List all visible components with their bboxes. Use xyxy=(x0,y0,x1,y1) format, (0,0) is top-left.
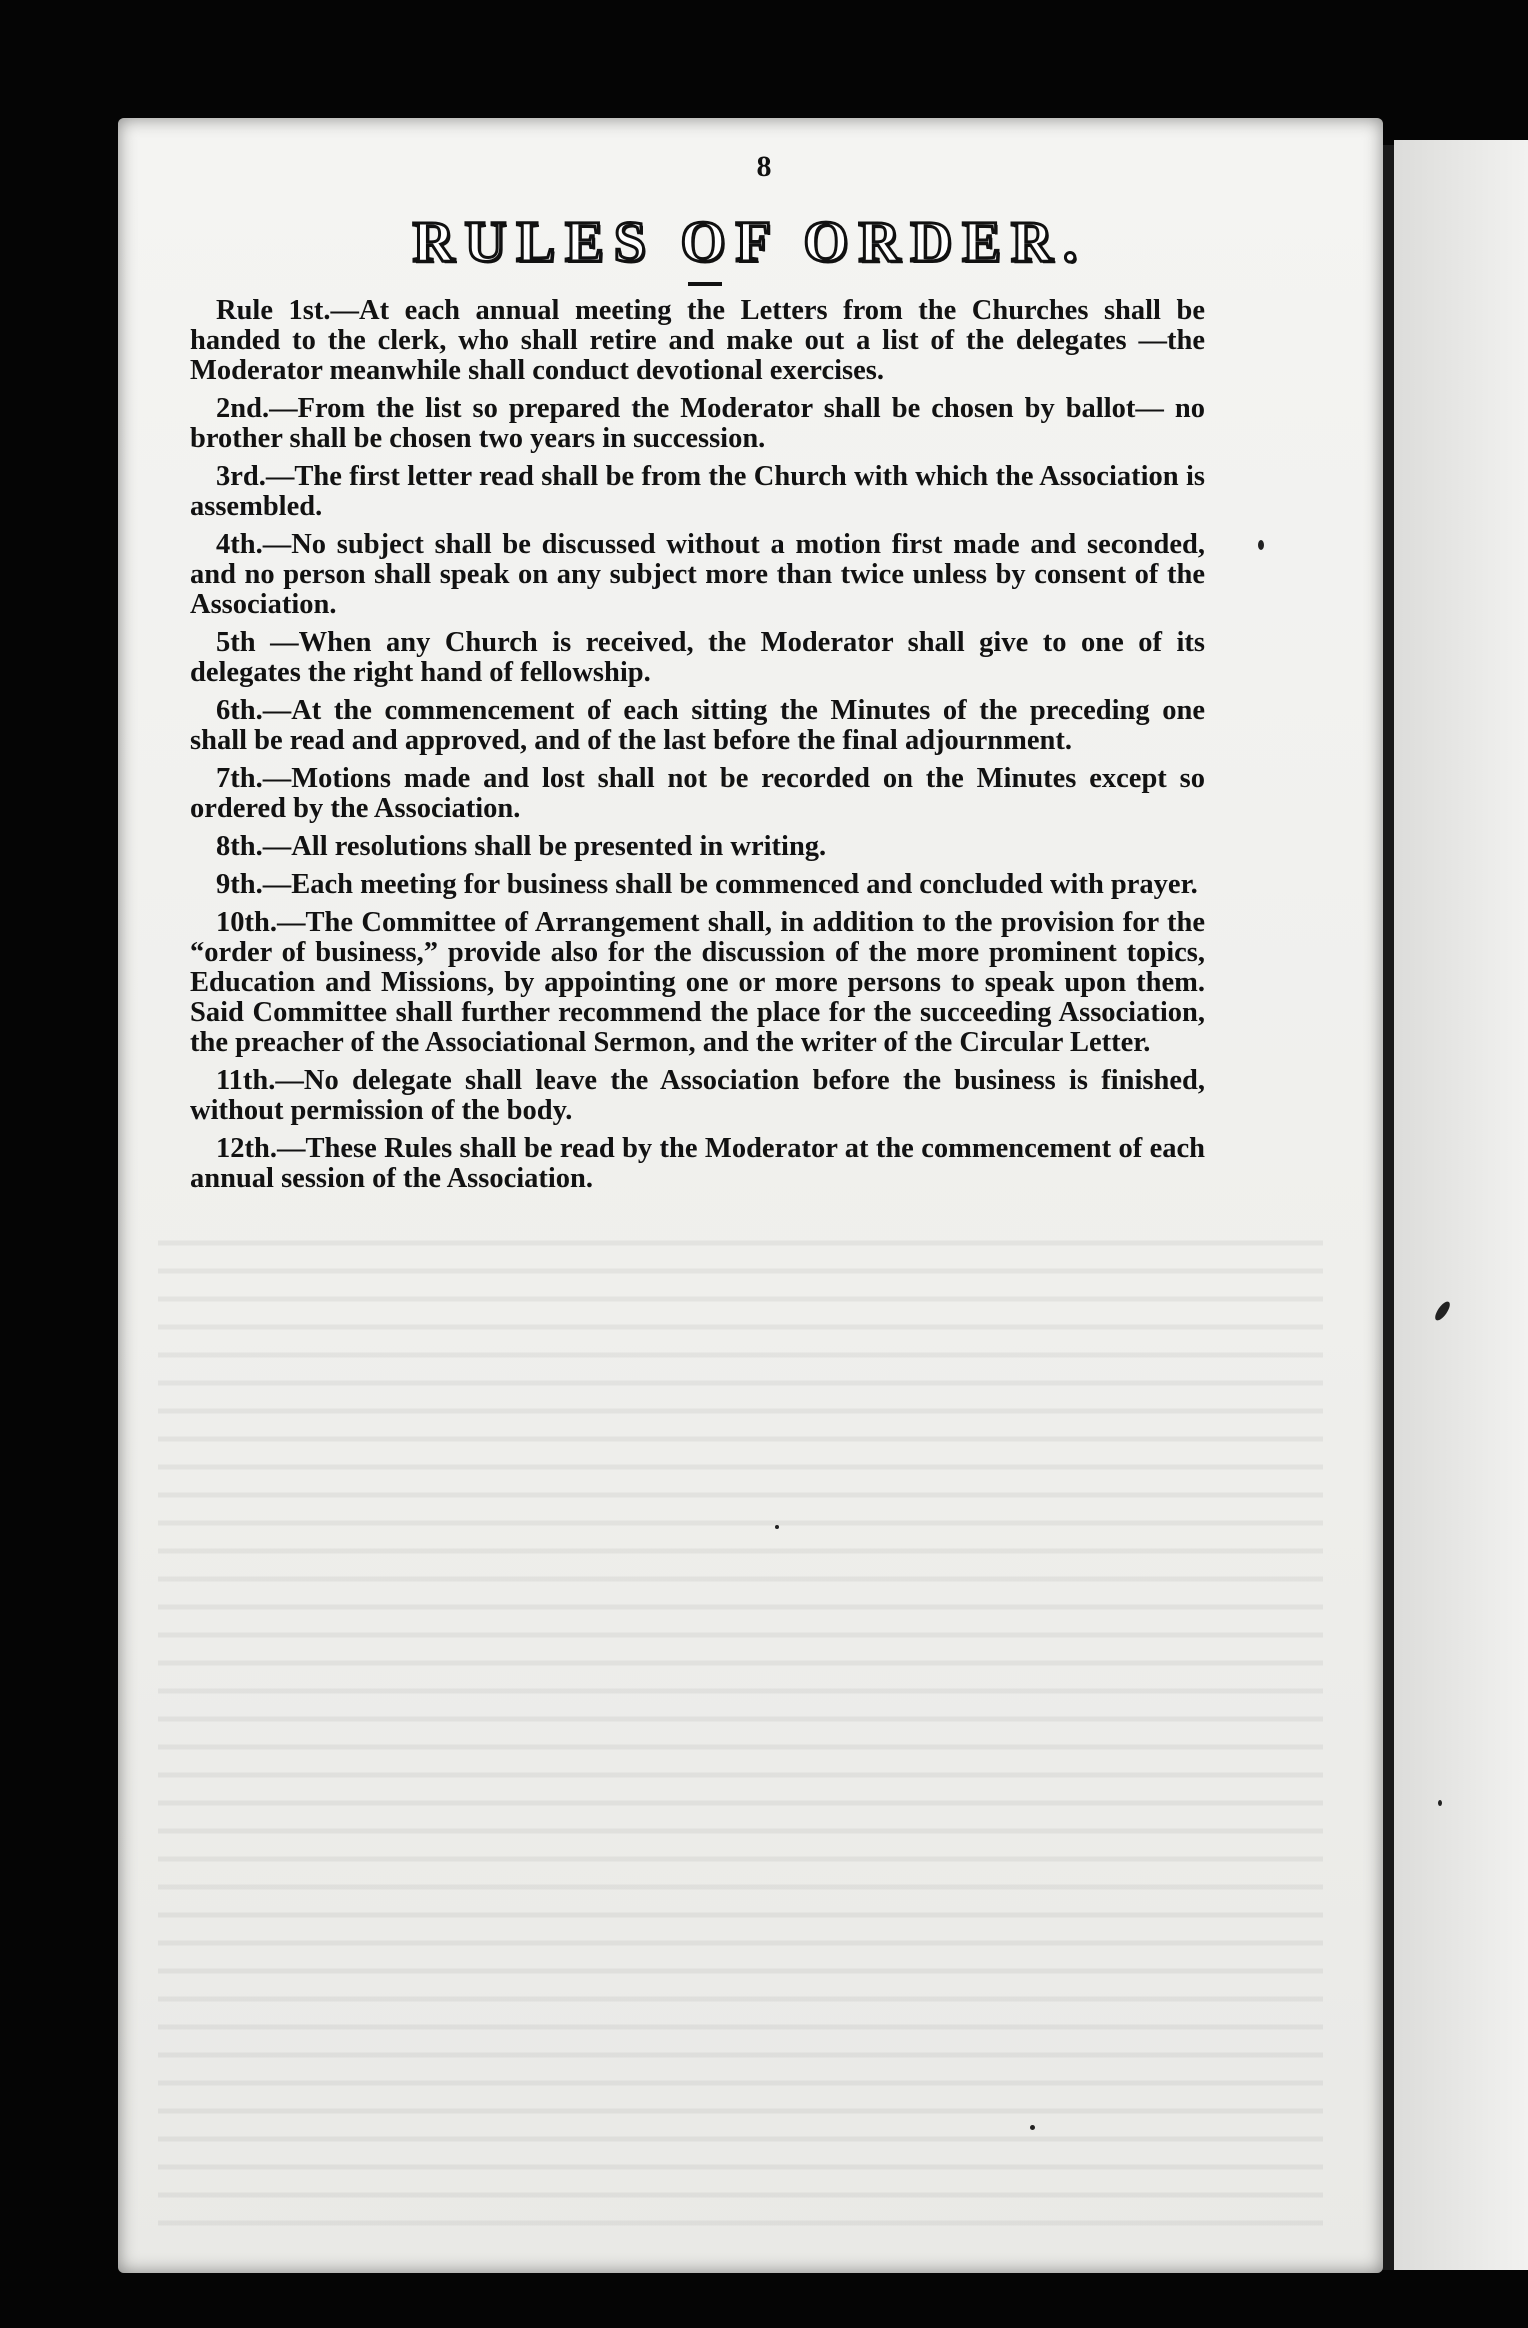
rules-list xyxy=(190,296,1205,1202)
rule-label: 12th. xyxy=(216,1133,277,1164)
facing-page-edge xyxy=(1394,140,1528,2270)
rule-label: 7th. xyxy=(216,763,263,794)
rule-text: —When any Church is received, the Moderator shall give to one of its delegates the right hand of fellowship. xyxy=(190,627,1205,688)
page-title: RULES OF ORDER. xyxy=(412,209,1088,274)
rule-label: 6th. xyxy=(216,695,263,726)
rule-text: —The first letter read shall be from the Church with which the Association is assembled. xyxy=(190,461,1205,522)
rule-4 xyxy=(190,530,1205,620)
speck xyxy=(1438,1800,1442,1806)
rule-text: —At the commencement of each sitting the Minutes of the preceding one shall be read and approved, and of the last before the final adjournment. xyxy=(190,695,1205,756)
rule-label: 5th xyxy=(216,627,256,658)
rule-3 xyxy=(190,462,1205,522)
rule-8 xyxy=(190,832,1205,862)
rule-label: 9th. xyxy=(216,869,263,900)
speck xyxy=(775,1525,779,1529)
rule-label: 2nd. xyxy=(216,393,270,424)
rule-text: —From the list so prepared the Moderator shall be chosen by ballot— no brother shall be chosen two years in succession. xyxy=(190,393,1205,454)
rule-label: 8th. xyxy=(216,831,263,862)
page-number: 8 xyxy=(756,150,772,183)
rule-12 xyxy=(190,1134,1205,1194)
rule-label: 4th. xyxy=(216,529,263,560)
rule-label: Rule 1st. xyxy=(216,295,331,326)
rule-10 xyxy=(190,908,1205,1058)
rule-5 xyxy=(190,628,1205,688)
rule-label: 10th. xyxy=(216,907,277,938)
rule-text: —All resolutions shall be presented in writing. xyxy=(262,831,827,862)
rule-2 xyxy=(190,394,1205,454)
rule-label: 3rd. xyxy=(216,461,266,492)
rule-1 xyxy=(190,296,1205,386)
title-underline xyxy=(688,282,722,286)
rule-7 xyxy=(190,764,1205,824)
rule-label: 11th. xyxy=(216,1065,276,1096)
rule-9 xyxy=(190,870,1205,900)
rule-text: —At each annual meeting the Letters from the Churches shall be handed to the clerk, who shall retire and make out a list of the delegates —the Moderator meanwhile shall conduct devotional exercises. xyxy=(190,295,1205,386)
rule-text: —No subject shall be discussed without a motion first made and seconded, and no person shall speak on any subject more than twice unless by consent of the Association. xyxy=(190,529,1205,620)
rule-text: —These Rules shall be read by the Moderator at the commencement of each annual session of the Association. xyxy=(190,1133,1205,1194)
rule-text: —Each meeting for business shall be commenced and concluded with prayer. xyxy=(262,869,1198,900)
rule-text: —The Committee of Arrangement shall, in addition to the provision for the “order of business,” provide also for the discussion of the more prominent topics, Education and Missions, by appointing one or more persons to speak upon them. Said Committee shall further recommend the place for the succeeding Association, the preacher of the Associational Sermon, and the writer of the Circular Letter. xyxy=(190,907,1205,1058)
rule-6 xyxy=(190,696,1205,756)
rule-text: —No delegate shall leave the Association before the business is finished, without permission of the body. xyxy=(190,1065,1205,1126)
speck xyxy=(1258,540,1264,550)
speck xyxy=(1030,2125,1035,2130)
rule-11 xyxy=(190,1066,1205,1126)
rule-text: —Motions made and lost shall not be recorded on the Minutes except so ordered by the Association. xyxy=(190,763,1205,824)
